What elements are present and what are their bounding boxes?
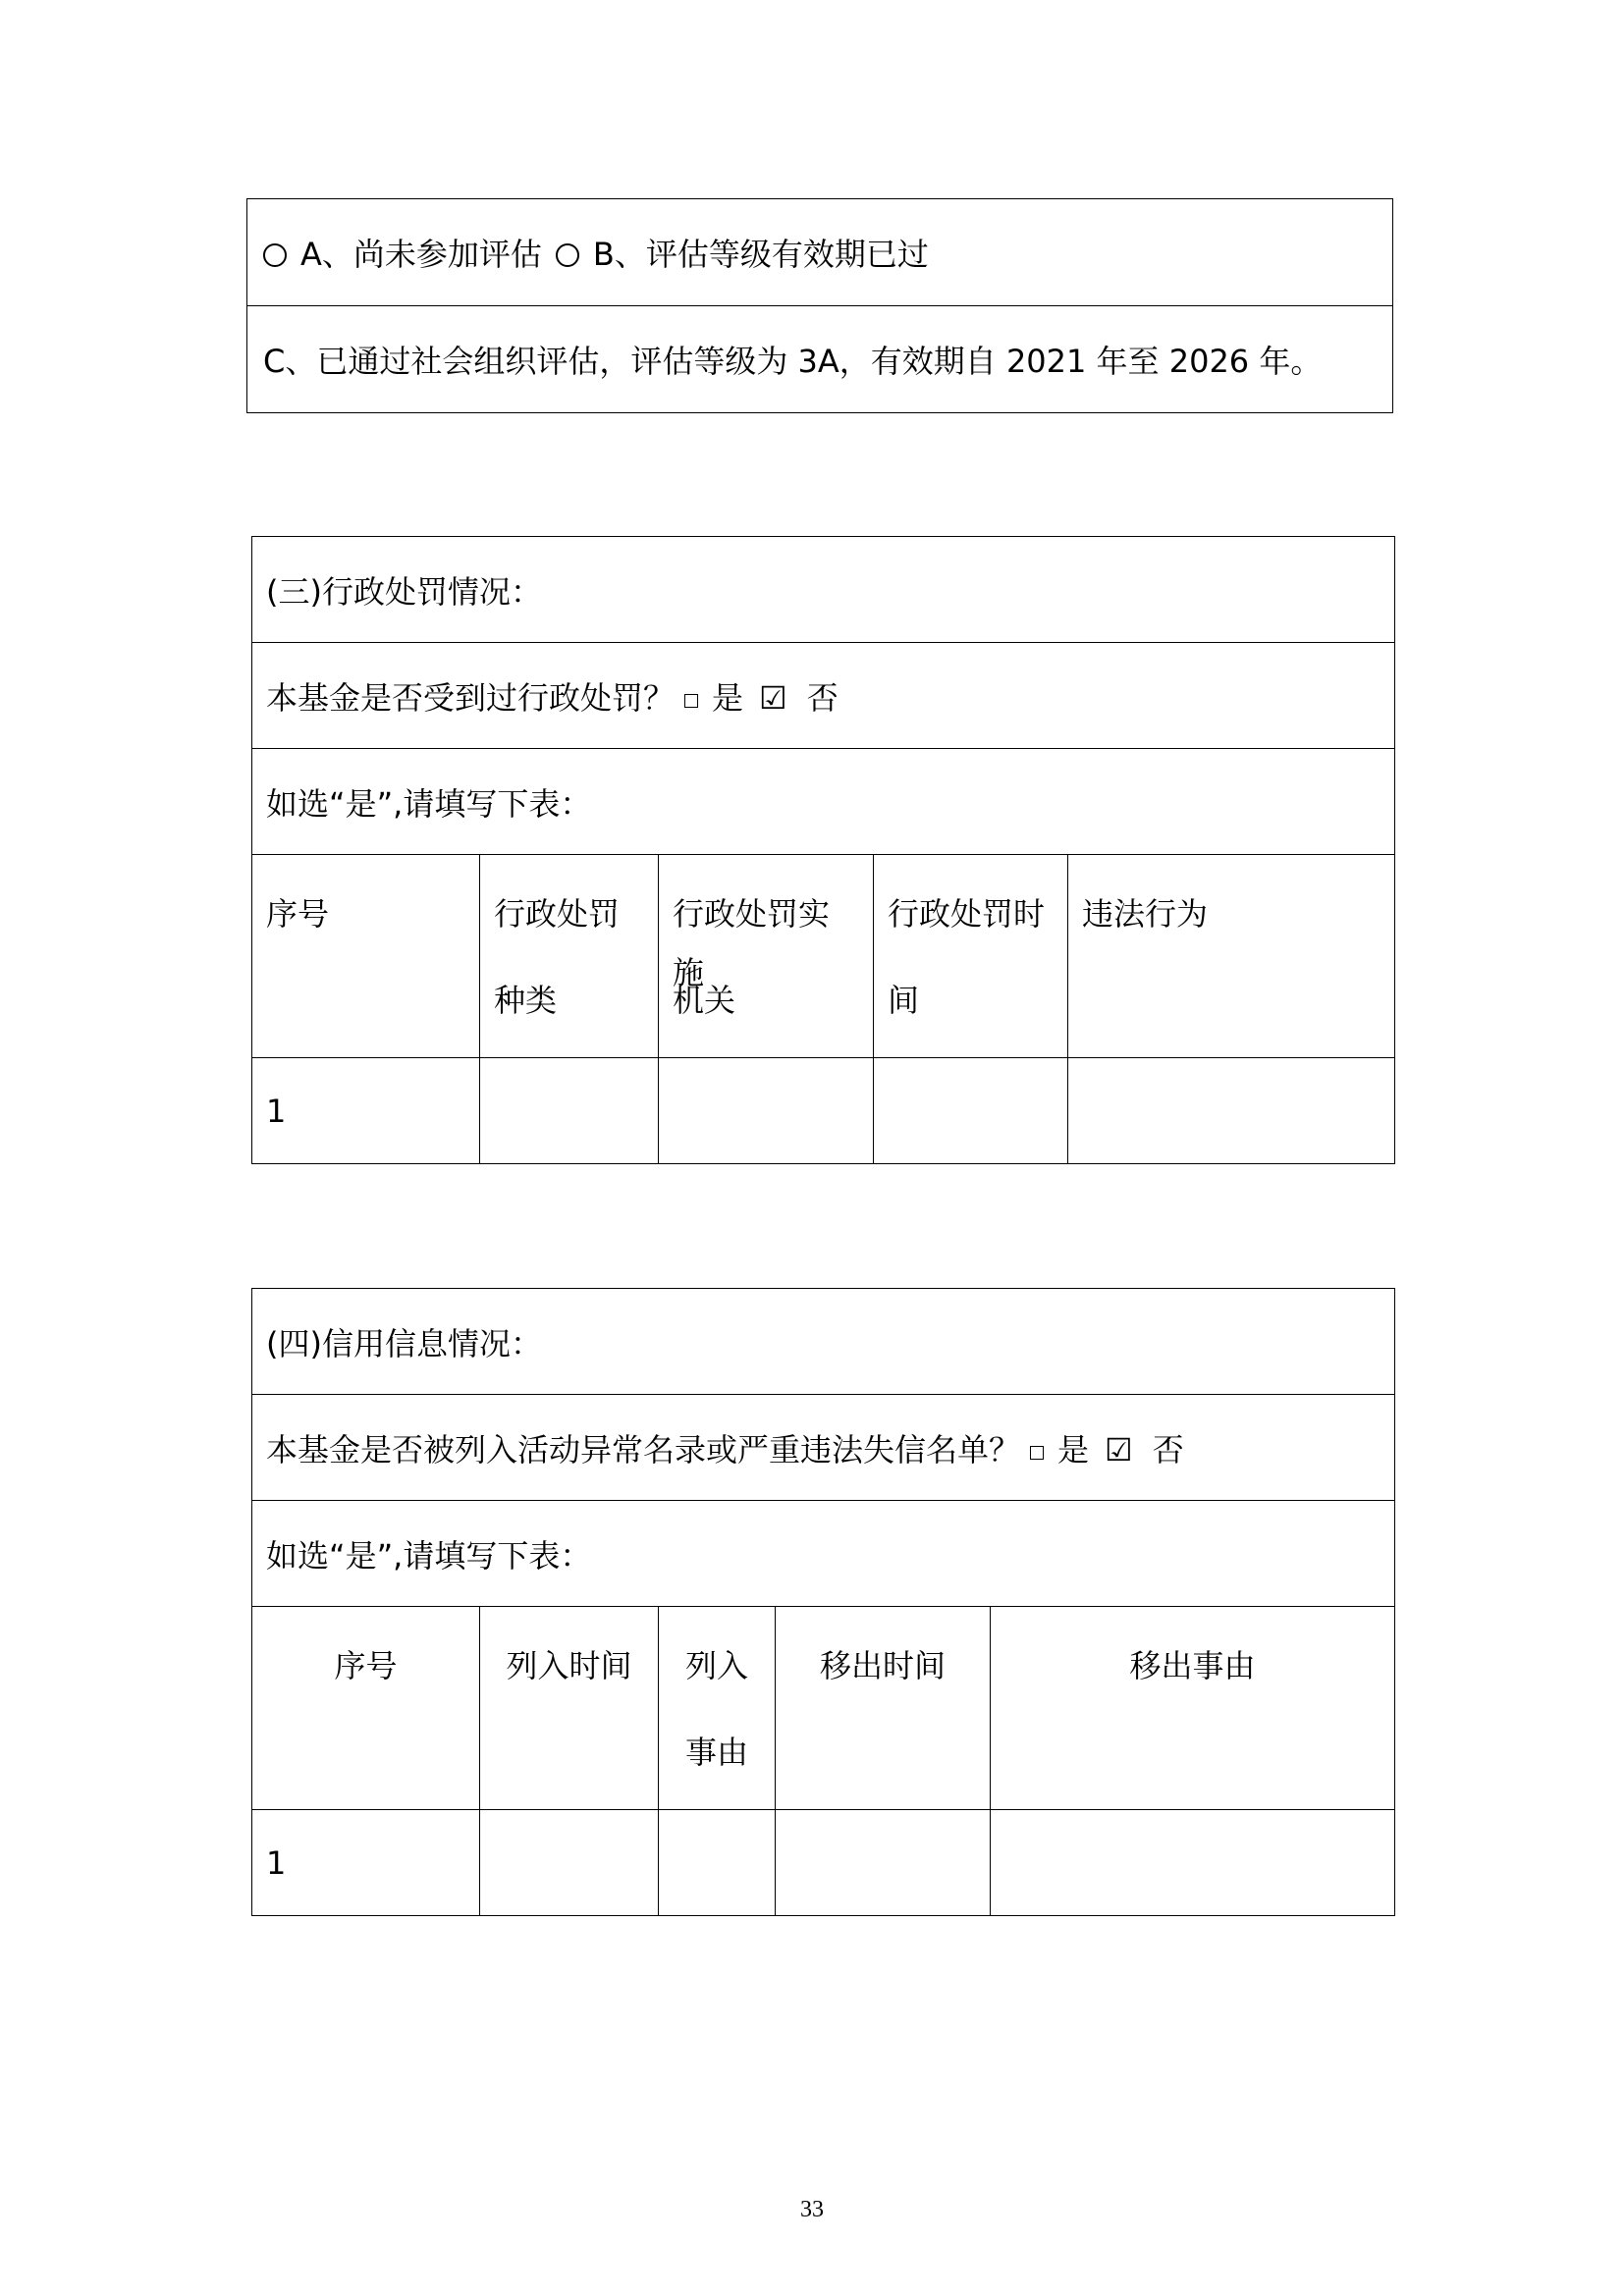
- credit-question-row: [252, 1395, 1395, 1501]
- radio-option-b[interactable]: [556, 243, 579, 267]
- credit-remove-time-cell[interactable]: [776, 1810, 991, 1916]
- table-row: [252, 1810, 1395, 1916]
- header-penalty-time: 行政处罚时 间: [874, 855, 1068, 1058]
- penalty-instruction: 如选“是”,请填写下表：: [252, 749, 1395, 855]
- header-penalty-authority: 行政处罚实施 机关: [659, 855, 874, 1058]
- credit-table: [251, 1288, 1395, 1916]
- penalty-yes-checkbox[interactable]: [684, 694, 698, 708]
- evaluation-options-row: [247, 199, 1393, 306]
- header-serial-number: 序号: [252, 855, 480, 1058]
- header-serial-number: 序号: [252, 1607, 480, 1810]
- penalty-question: 本基金是否受到过行政处罚？: [266, 678, 676, 717]
- credit-no-label: 否: [1152, 1430, 1184, 1468]
- header-violation: 违法行为: [1068, 855, 1395, 1058]
- penalty-section-title: (三)行政处罚情况：: [252, 537, 1395, 643]
- header-remove-reason: 移出事由: [991, 1607, 1395, 1810]
- penalty-no-label: 否: [806, 678, 839, 717]
- penalty-violation-cell[interactable]: [1068, 1058, 1395, 1164]
- credit-remove-reason-cell[interactable]: [991, 1810, 1395, 1916]
- credit-no-checkbox[interactable]: ☑: [1105, 1430, 1133, 1468]
- penalty-yes-label: 是: [712, 678, 744, 717]
- option-c-label: C、已通过社会组织评估，评估等级为 3A，有效期自 2021 年至 2026 年。: [263, 343, 1323, 380]
- table-row: [252, 1058, 1395, 1164]
- credit-yes-checkbox[interactable]: [1030, 1446, 1044, 1460]
- penalty-question-row: [252, 643, 1395, 749]
- header-penalty-type: 行政处罚 种类: [480, 855, 659, 1058]
- credit-yes-label: 是: [1057, 1430, 1090, 1468]
- penalty-time-cell[interactable]: [874, 1058, 1068, 1164]
- radio-option-a[interactable]: [263, 243, 287, 267]
- header-list-time: 列入时间: [480, 1607, 659, 1810]
- evaluation-table: [246, 198, 1393, 413]
- evaluation-option-c-row: [247, 306, 1393, 413]
- credit-list-reason-cell[interactable]: [659, 1810, 776, 1916]
- penalty-header-row: [252, 855, 1395, 1058]
- penalty-authority-cell[interactable]: [659, 1058, 874, 1164]
- credit-section-title: (四)信用信息情况：: [252, 1289, 1395, 1395]
- penalty-row-number: 1: [252, 1058, 480, 1164]
- credit-instruction: 如选“是”,请填写下表：: [252, 1501, 1395, 1607]
- credit-row-number: 1: [252, 1810, 480, 1916]
- credit-question: 本基金是否被列入活动异常名录或严重违法失信名单？: [266, 1430, 1021, 1468]
- credit-header-row: [252, 1607, 1395, 1810]
- option-a-label: A、尚未参加评估: [300, 236, 542, 273]
- header-list-reason: 列入 事由: [659, 1607, 776, 1810]
- header-remove-time: 移出时间: [776, 1607, 991, 1810]
- credit-list-time-cell[interactable]: [480, 1810, 659, 1916]
- page-number: 33: [800, 2197, 824, 2222]
- option-b-label: B、评估等级有效期已过: [592, 236, 929, 273]
- penalty-table: [251, 536, 1395, 1164]
- penalty-type-cell[interactable]: [480, 1058, 659, 1164]
- penalty-no-checkbox[interactable]: ☑: [759, 678, 787, 717]
